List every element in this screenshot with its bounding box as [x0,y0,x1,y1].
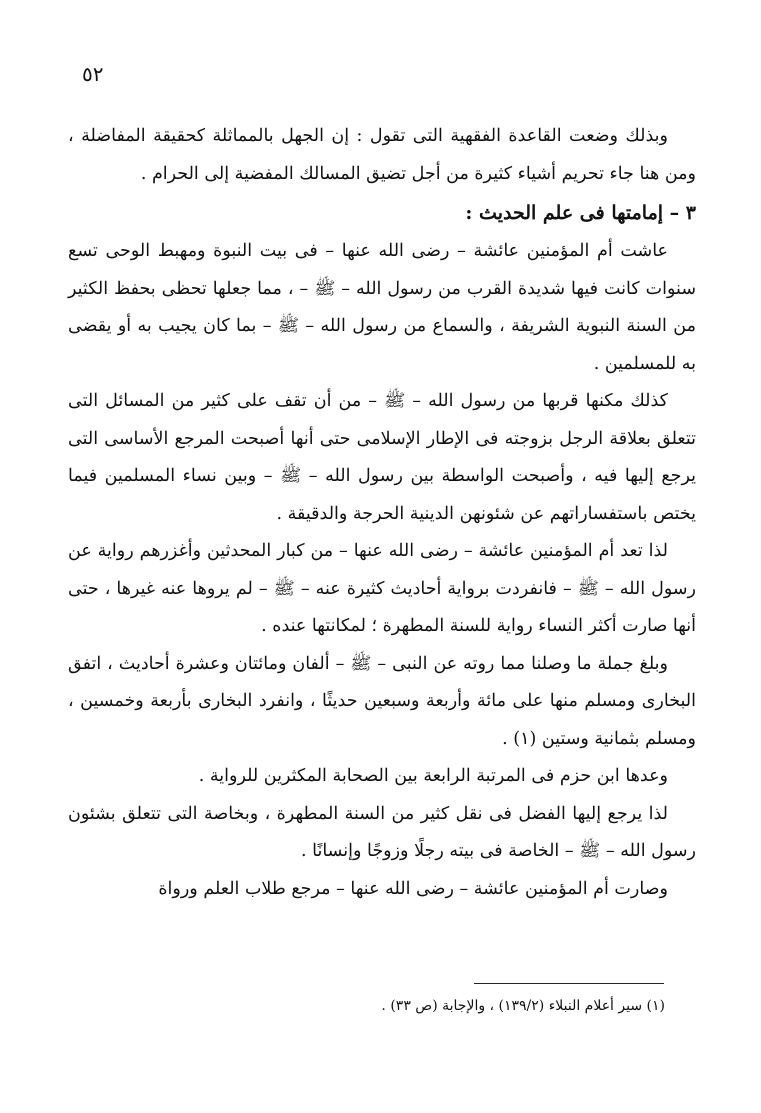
paragraph-intro: وبذلك وضعت القاعدة الفقهية التى تقول : إن الجهل بالمماثلة كحقيقة المفاضلة ، ومن هنا جاء تحريم أشياء كثيرة من أجل تضيق المسالك المفضية إلى الحرام . [68,126,696,184]
paragraph-narrators: لذا تعد أم المؤمنين عائشة – رضى الله عنها – من كبار المحدثين وأغزرهم رواية عن رسول الله – ﷺ – فانفردت برواية أحاديث كثيرة عنه – ﷺ – لم يروها عنه غيرها ، حتى أنها صارت أكثر النساء رواية للسنة المطهرة ؛ لمكانتها عنده . [68,541,696,636]
footnote: (١) سير أعلام النبلاء (١٣٩/٢) ، والإجابة (ص ٣٣) . [381,998,665,1014]
paragraph-reference: وصارت أم المؤمنين عائشة – رضى الله عنها – مرجع طلاب العلم ورواة [158,878,668,899]
paragraph-closeness: كذلك مكنها قربها من رسول الله – ﷺ – من أن تقف على كثير من المسائل التى تتعلق بعلاقة الرجل بزوجته فى الإطار الإسلامى حتى أنها أصبحت المرجع الأساسى التى يرجع إليها فيه ، وأصبحت الواسطة بين رسول الله – ﷺ – وبين نساء المسلمين فيما يختص باستفساراتهم عن شئونهن الدينية الحرجة والدقيقة . [68,391,696,524]
section-heading: ٣ – إمامتها فى علم الحديث : [465,202,696,224]
paragraph-merit: لذا يرجع إليها الفضل فى نقل كثير من السنة المطهرة ، وبخاصة التى تتعلق بشئون رسول الله – ﷺ – الخاصة فى بيته رجلًا وزوجًا وإنسانًا . [68,803,696,861]
body-text [68,118,696,908]
paragraph-prophethood-house: عاشت أم المؤمنين عائشة – رضى الله عنها – فى بيت النبوة ومهبط الوحى تسع سنوات كانت فيها شديدة القرب من رسول الله – ﷺ – ، مما جعلها تحظى بحفظ الكثير من السنة النبوية الشريفة ، والسماع من رسول الله – ﷺ – بما كان يجيب به أو يقضى به للمسلمين . [68,241,696,374]
page-number: ٥٢ [82,62,104,86]
paragraph-ibn-hazm: وعدها ابن حزم فى المرتبة الرابعة بين الصحابة المكثرين للرواية . [198,766,668,786]
footnote-divider [474,983,664,984]
paragraph-hadith-count: وبلغ جملة ما وصلنا مما روته عن النبى – ﷺ – ألفان ومائتان وعشرة أحاديث ، اتفق البخارى ومسلم منها على مائة وأربعة وسبعين حديثًا ، وانفرد البخارى بأربعة وخمسين ، ومسلم بثمانية وستين (١) . [68,653,696,749]
